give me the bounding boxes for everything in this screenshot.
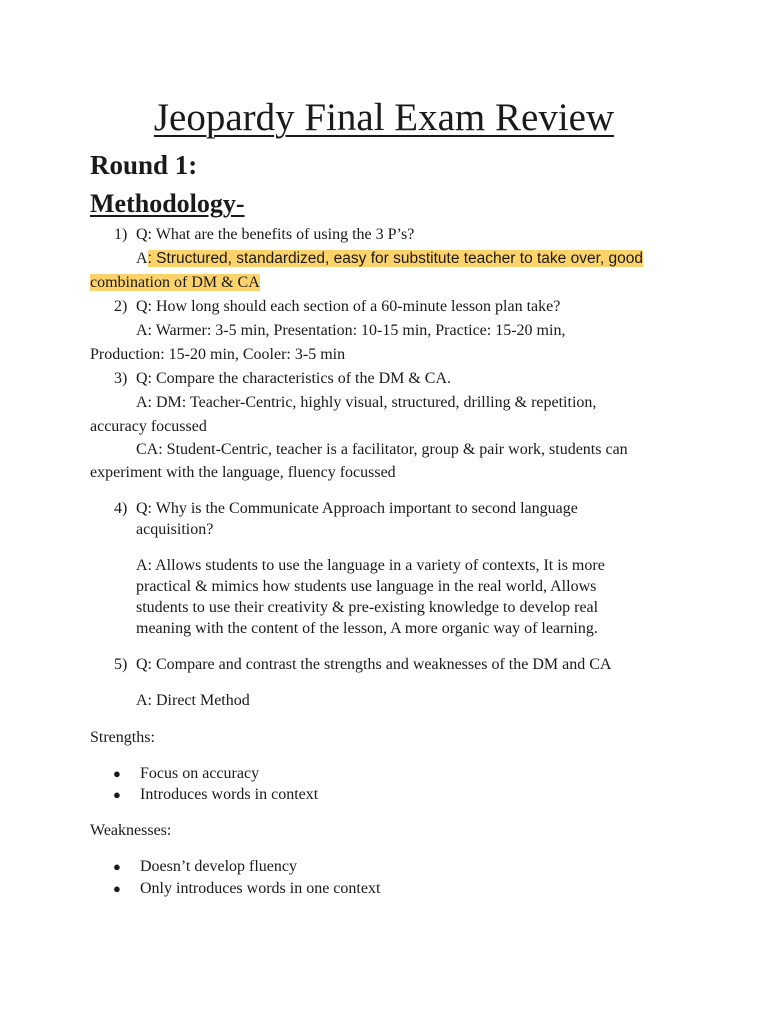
q2-answer-line2: Production: 15-20 min, Cooler: 3-5 min	[90, 346, 346, 363]
q2-number: 2)	[114, 298, 128, 315]
q4-answer-line1: A: Allows students to use the language in a variety of contexts, It is more	[136, 557, 605, 574]
q2-answer-line1: A: Warmer: 3-5 min, Presentation: 10-15 min, Practice: 15-20 min,	[136, 322, 566, 339]
q4-answer-line2: practical & mimics how students use language in the real world, Allows	[136, 578, 597, 595]
q1-number: 1)	[114, 226, 128, 243]
q3-ca-line2: experiment with the language, fluency focussed	[90, 464, 396, 481]
page-title: Jeopardy Final Exam Review	[153, 96, 615, 139]
q3-number: 3)	[114, 370, 128, 387]
bullet-icon: ●	[113, 859, 121, 874]
strength-item: Introduces words in context	[140, 786, 319, 803]
q3-ca-line1: CA: Student-Centric, teacher is a facilitator, group & pair work, students can	[136, 441, 628, 458]
weakness-item: Doesn’t develop fluency	[140, 858, 297, 875]
q3-dm-line1: A: DM: Teacher-Centric, highly visual, structured, drilling & repetition,	[136, 394, 597, 411]
q3-dm-line2: accuracy focussed	[90, 418, 207, 435]
weakness-item: Only introduces words in one context	[140, 880, 381, 897]
q3-question: Q: Compare the characteristics of the DM & CA.	[136, 370, 452, 387]
q4-number: 4)	[114, 500, 128, 517]
q1-answer-highlight-2: combination of DM & CA	[90, 274, 260, 291]
bullet-icon: ●	[113, 766, 121, 781]
q1-question: Q: What are the benefits of using the 3 P’s?	[136, 226, 415, 243]
q4-answer-line4: meaning with the content of the lesson, A more organic way of learning.	[136, 620, 598, 637]
q1-answer-line1	[136, 248, 643, 270]
strength-item: Focus on accuracy	[140, 765, 260, 782]
q4-question-line1: Q: Why is the Communicate Approach important to second language	[136, 500, 578, 517]
q1-answer-line2	[90, 272, 260, 294]
q1-answer-highlight-1: : Structured, standardized, easy for substitute teacher to take over, good	[147, 250, 643, 267]
q4-question-line2: acquisition?	[136, 521, 214, 538]
q4-answer-line3: students to use their creativity & pre-existing knowledge to develop real	[136, 599, 599, 616]
section-heading: Methodology-	[90, 189, 245, 218]
bullet-icon: ●	[113, 787, 121, 802]
q1-answer-prefix: A	[136, 250, 148, 267]
q5-question: Q: Compare and contrast the strengths and weaknesses of the DM and CA	[136, 656, 612, 673]
q2-question: Q: How long should each section of a 60-minute lesson plan take?	[136, 298, 561, 315]
q5-number: 5)	[114, 656, 128, 673]
q5-answer: A: Direct Method	[136, 692, 250, 709]
round-heading: Round 1:	[90, 150, 198, 180]
strengths-heading: Strengths:	[90, 729, 155, 746]
bullet-icon: ●	[113, 881, 121, 896]
weaknesses-heading: Weaknesses:	[90, 822, 172, 839]
